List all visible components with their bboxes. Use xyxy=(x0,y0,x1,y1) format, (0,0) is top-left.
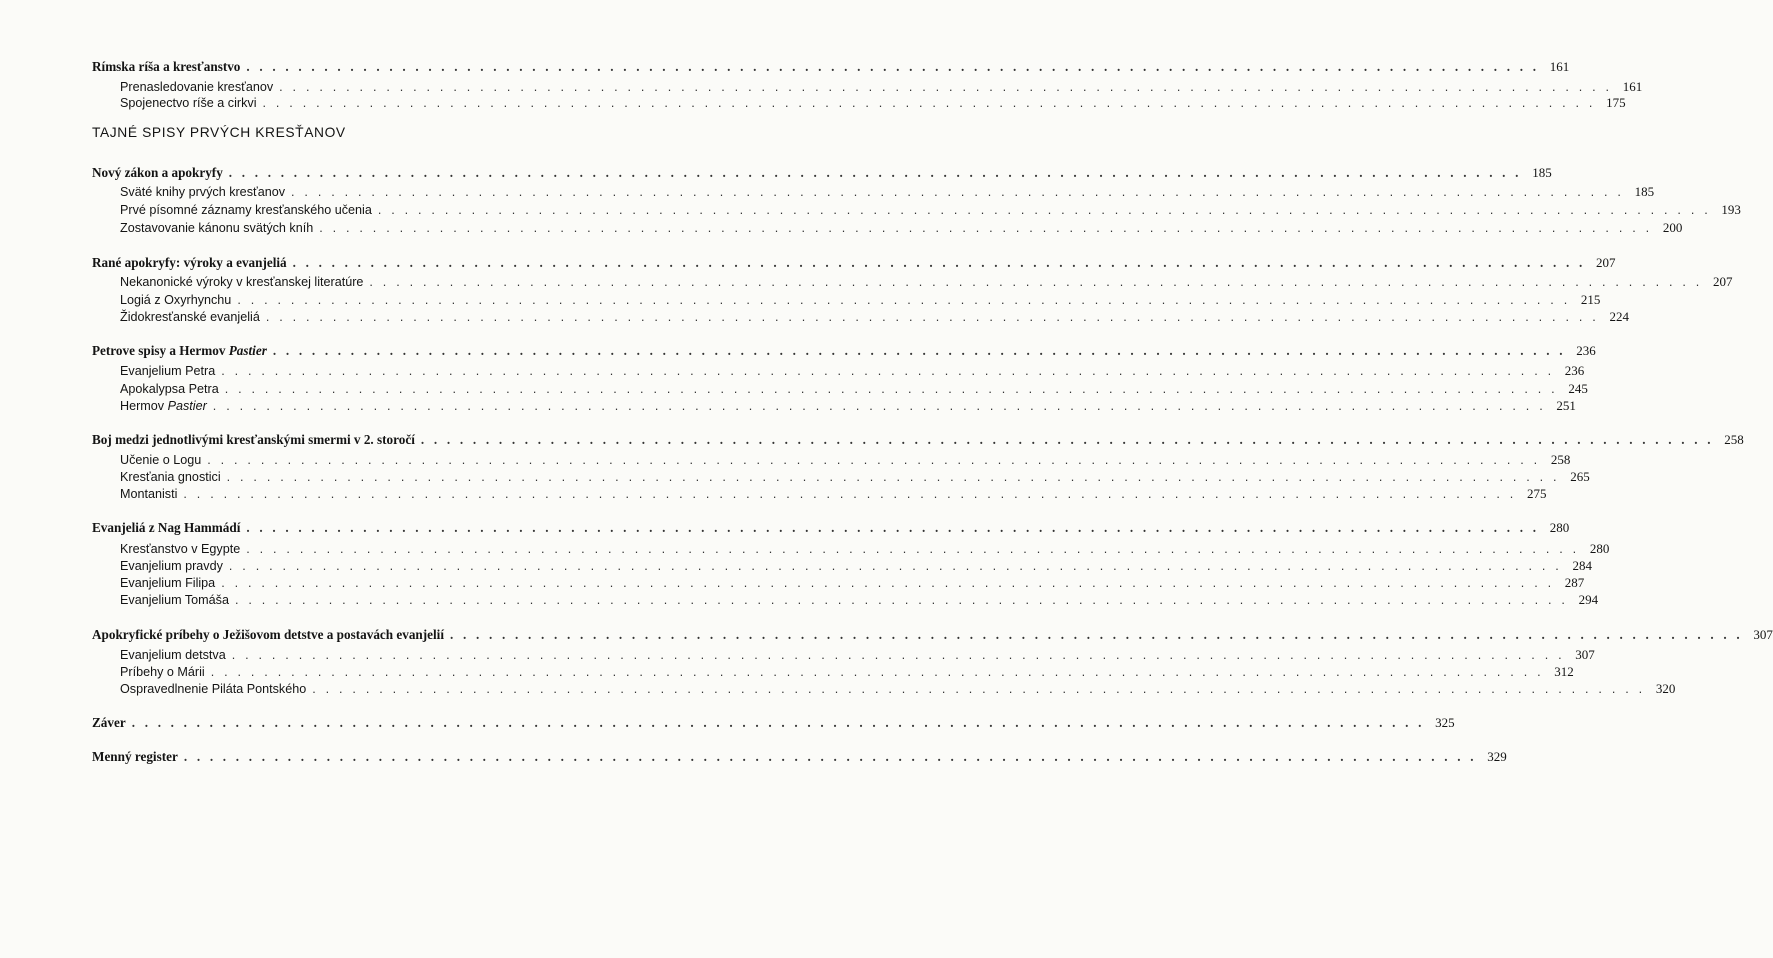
toc-entry xyxy=(120,663,1574,681)
dot-leader xyxy=(291,183,1624,201)
section-title: Záver xyxy=(92,715,126,730)
toc-section-heading xyxy=(92,519,1570,537)
toc-section-heading xyxy=(92,342,1596,360)
entry-title: Evanjelium pravdy xyxy=(120,559,223,573)
entry-title: Kresťanstvo v Egypte xyxy=(120,542,241,556)
page-number: 215 xyxy=(1580,292,1601,307)
dot-leader xyxy=(229,164,1522,182)
page-number: 161 xyxy=(1622,79,1643,94)
entry-title: Židokresťanské evanjeliá xyxy=(120,310,260,324)
toc-entry xyxy=(120,451,1571,469)
toc-entry xyxy=(120,219,1683,237)
page-number: 329 xyxy=(1487,749,1507,764)
toc-entry xyxy=(120,557,1592,575)
dot-leader xyxy=(246,58,1539,76)
page-number: 258 xyxy=(1550,452,1571,467)
page-number: 200 xyxy=(1662,220,1683,235)
page-number: 307 xyxy=(1575,647,1595,662)
page-number: 280 xyxy=(1589,541,1610,556)
page-number: 307 xyxy=(1753,627,1773,642)
page-number: 287 xyxy=(1564,575,1585,590)
dot-leader xyxy=(263,94,1596,112)
entry-title: Zostavovanie kánonu svätých kníh xyxy=(120,221,314,235)
page-number: 193 xyxy=(1721,202,1741,217)
entry-title: Ospravedlnenie Piláta Pontského xyxy=(120,682,307,696)
page-number: 312 xyxy=(1554,664,1574,679)
section-title: Apokryfické príbehy o Ježišovom detstve a postavách evanjelií xyxy=(92,627,445,642)
page-number: 207 xyxy=(1713,274,1733,289)
dot-leader xyxy=(319,219,1652,237)
page-number: 265 xyxy=(1570,469,1590,484)
toc-entry xyxy=(120,273,1733,291)
section-title: Rímska ríša a kresťanstvo xyxy=(92,59,241,74)
entry-title-main: Hermov xyxy=(120,399,165,413)
page-number: 207 xyxy=(1596,255,1616,270)
section-title: Menný register xyxy=(92,749,178,764)
entry-title: Evanjelium Filipa xyxy=(120,576,216,590)
dot-leader xyxy=(225,380,1558,398)
toc-section-heading xyxy=(92,626,1773,644)
page-number: 175 xyxy=(1606,95,1626,110)
page-number: 325 xyxy=(1435,715,1455,730)
page-number: 161 xyxy=(1549,59,1570,74)
page-number: 185 xyxy=(1634,184,1655,199)
toc-entry xyxy=(120,468,1590,486)
dot-leader xyxy=(293,254,1586,272)
toc-entry xyxy=(120,591,1599,609)
toc-entry xyxy=(120,94,1626,112)
dot-leader xyxy=(237,291,1570,309)
entry-title-italic: Pastier xyxy=(167,399,207,413)
toc-entry xyxy=(120,680,1676,698)
page-number: 320 xyxy=(1655,681,1676,696)
toc-entry xyxy=(120,380,1588,398)
dot-leader xyxy=(221,362,1554,380)
toc-entry xyxy=(120,201,1741,219)
dot-leader xyxy=(184,748,1477,766)
toc-entry xyxy=(120,183,1655,201)
dot-leader xyxy=(378,201,1711,219)
dot-leader xyxy=(221,574,1554,592)
entry-title: Príbehy o Márii xyxy=(120,665,205,679)
dot-leader xyxy=(421,431,1714,449)
toc-entry xyxy=(120,646,1595,664)
toc-section-heading xyxy=(92,748,1507,766)
entry-title: Spojenectvo ríše a cirkvi xyxy=(120,96,257,110)
page-number: 224 xyxy=(1609,309,1629,324)
dot-leader xyxy=(227,468,1560,486)
dot-leader xyxy=(273,342,1566,360)
toc-entry xyxy=(120,308,1629,326)
entry-title: Prenasledovanie kresťanov xyxy=(120,80,274,94)
section-title: Boj medzi jednotlivými kresťanskými smermi v 2. storočí xyxy=(92,432,415,447)
toc-section-heading xyxy=(92,431,1744,449)
section-title: Nový zákon a apokryfy xyxy=(92,165,223,180)
toc-entry xyxy=(120,485,1547,503)
page-number: 284 xyxy=(1572,558,1592,573)
dot-leader xyxy=(232,646,1565,664)
entry-title: Učenie o Logu xyxy=(120,453,202,467)
part-title: TAJNÉ SPISY PRVÝCH KRESŤANOV xyxy=(92,125,346,140)
section-title: Rané apokryfy: výroky a evanjeliá xyxy=(92,255,287,270)
entry-title: Logiá z Oxyrhynchu xyxy=(120,293,232,307)
page-number: 275 xyxy=(1527,486,1547,501)
section-title-italic: Pastier xyxy=(228,343,267,358)
section-title: Evanjeliá z Nag Hammádí xyxy=(92,520,241,535)
entry-title: Evanjelium Tomáša xyxy=(120,593,229,607)
dot-leader xyxy=(266,308,1599,326)
page-number: 280 xyxy=(1549,520,1570,535)
dot-leader xyxy=(246,519,1539,537)
section-title-main: Petrove spisy a Hermov xyxy=(92,343,226,358)
entry-title: Montanisti xyxy=(120,487,178,501)
page-number: 245 xyxy=(1568,381,1588,396)
toc-section-heading xyxy=(92,58,1570,76)
entry-title: Evanjelium Petra xyxy=(120,364,216,378)
entry-title: Sväté knihy prvých kresťanov xyxy=(120,185,286,199)
page-number: 236 xyxy=(1564,363,1585,378)
dot-leader xyxy=(183,485,1516,503)
dot-leader xyxy=(211,663,1544,681)
toc-entry xyxy=(120,362,1585,380)
toc-entry xyxy=(120,397,1576,415)
dot-leader xyxy=(246,540,1579,558)
dot-leader xyxy=(213,397,1546,415)
entry-title: Apokalypsa Petra xyxy=(120,382,219,396)
dot-leader xyxy=(132,714,1425,732)
page-number: 236 xyxy=(1576,343,1596,358)
toc-entry xyxy=(120,540,1610,558)
page-number: 251 xyxy=(1556,398,1576,413)
entry-title: Prvé písomné záznamy kresťanského učenia xyxy=(120,203,372,217)
dot-leader xyxy=(207,451,1540,469)
dot-leader xyxy=(369,273,1702,291)
entry-title: Nekanonické výroky v kresťanskej literatúre xyxy=(120,275,364,289)
page-number: 294 xyxy=(1578,592,1599,607)
entry-title: Evanjelium detstva xyxy=(120,648,226,662)
toc-section-heading xyxy=(92,714,1455,732)
page-number: 185 xyxy=(1532,165,1552,180)
toc-entry xyxy=(120,574,1585,592)
page-number: 258 xyxy=(1724,432,1744,447)
entry-title xyxy=(120,397,207,415)
entry-title: Kresťania gnostici xyxy=(120,470,221,484)
dot-leader xyxy=(229,557,1562,575)
toc-entry xyxy=(120,291,1601,309)
dot-leader xyxy=(312,680,1645,698)
toc-section-heading xyxy=(92,164,1552,182)
toc-section-heading xyxy=(92,254,1616,272)
section-title xyxy=(92,342,267,360)
dot-leader xyxy=(450,626,1743,644)
dot-leader xyxy=(235,591,1568,609)
